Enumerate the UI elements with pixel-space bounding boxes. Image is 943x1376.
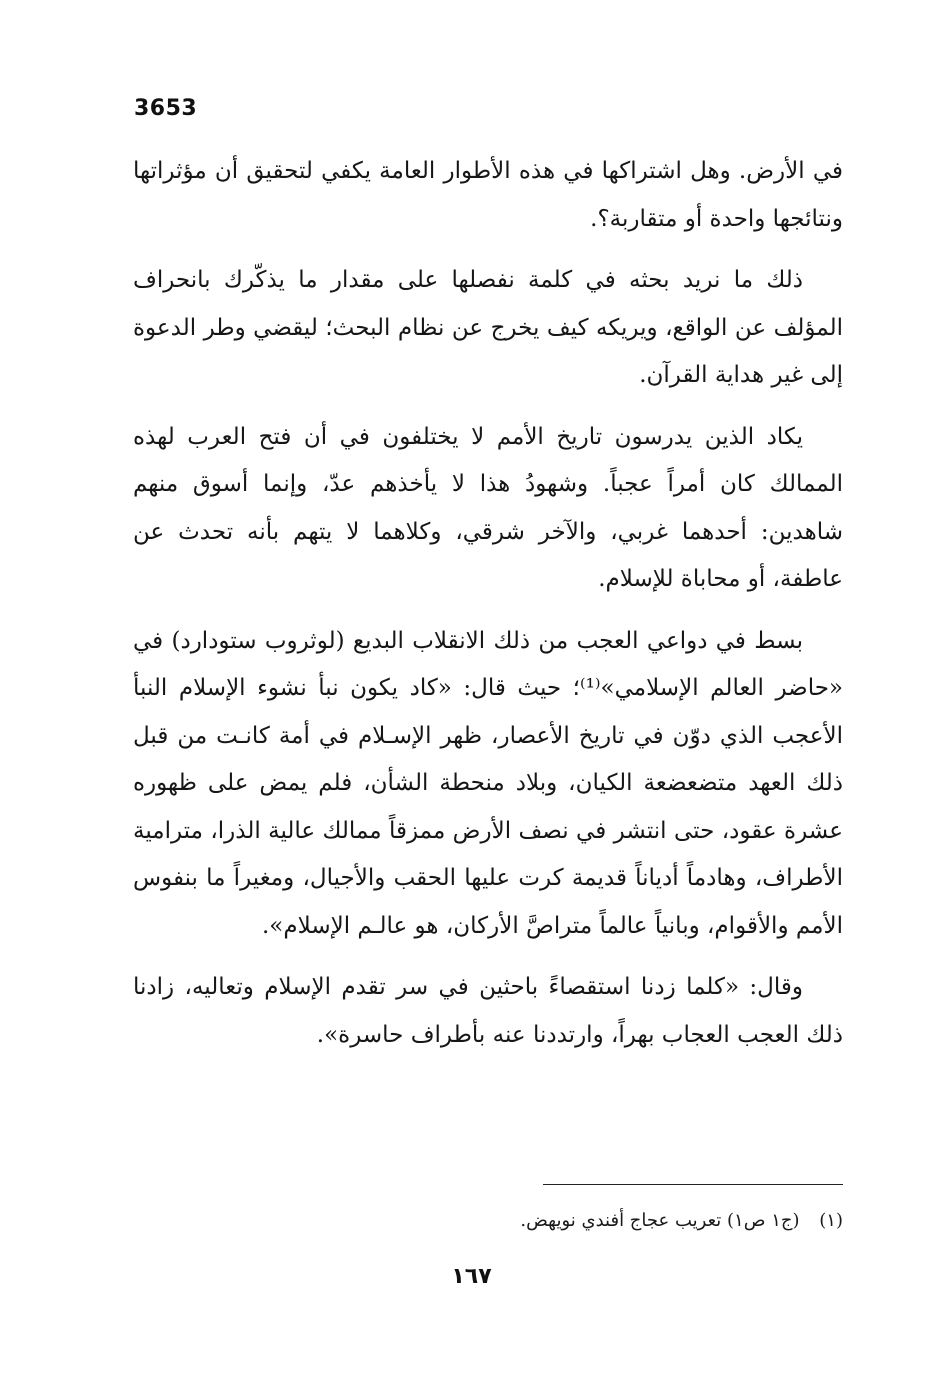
paragraph-1: في الأرض. وهل اشتراكها في هذه الأطوار العامة يكفي لتحقيق أن مؤثراتها ونتائجها واحدة أو متقاربة؟. xyxy=(133,158,843,232)
footnote-number: (١) xyxy=(819,1210,843,1231)
footnote-divider xyxy=(543,1184,843,1185)
footnote xyxy=(300,1206,843,1236)
paragraph-4: بسط في دواعي العجب من ذلك الانقلاب البديع (لوثروب ستودارد) في «حاضر العالم الإسلامي»⁽¹⁾؛ حيث قال: «كاد يكون نبأ نشوء الإسلام النبأ الأعجب الذي دوّن في تاريخ الأعصار، ظهر الإسـلام في أمة كانـت من قبل ذلك العهد متضعضعة الكيان، وبلاد منحطة الشأن، فلم يمض على ظهوره عشرة عقود، حتى انتشر في نصف الأرض ممزقاً ممالك عالية الذرا، مترامية الأطراف، وهادماً أدياناً قديمة كرت عليها الحقب والأجيال، ومغيراً ما بنفوس الأمم والأقوام، وبانياً عالماً متراصَّ الأركان، هو عالـم الإسلام». xyxy=(133,627,844,939)
footnote-text: (ج١ ص١) تعريب عجاج أفندي نويهض. xyxy=(520,1210,800,1231)
page-number-bottom: ١٦٧ xyxy=(451,1264,492,1289)
paragraph-2: ذلك ما نريد بحثه في كلمة نفصلها على مقدار ما يذكّرك بانحراف المؤلف عن الواقع، ويريكه كيف يخرج عن نظام البحث؛ ليقضي وطر الدعوة إلى غير هداية القرآن. xyxy=(133,267,843,388)
paragraph-3: يكاد الذين يدرسون تاريخ الأمم لا يختلفون في أن فتح العرب لهذه الممالك كان أمراً عجباً. وشهودُ هذا لا يأخذهم عدّ، وإنما أسوق منهم شاهدين: أحدهما غربي، والآخر شرقي، وكلاهما لا يتهم بأنه تحدث عن عاطفة، أو محاباة للإسلام. xyxy=(133,423,843,592)
body-text xyxy=(133,148,843,1073)
paragraph-5: وقال: «كلما زدنا استقصاءً باحثين في سر تقدم الإسلام وتعاليه، زادنا ذلك العجب العجاب بهراً، وارتددنا عنه بأطراف حاسرة». xyxy=(133,974,843,1048)
page-number-top: 3653 xyxy=(134,96,198,121)
